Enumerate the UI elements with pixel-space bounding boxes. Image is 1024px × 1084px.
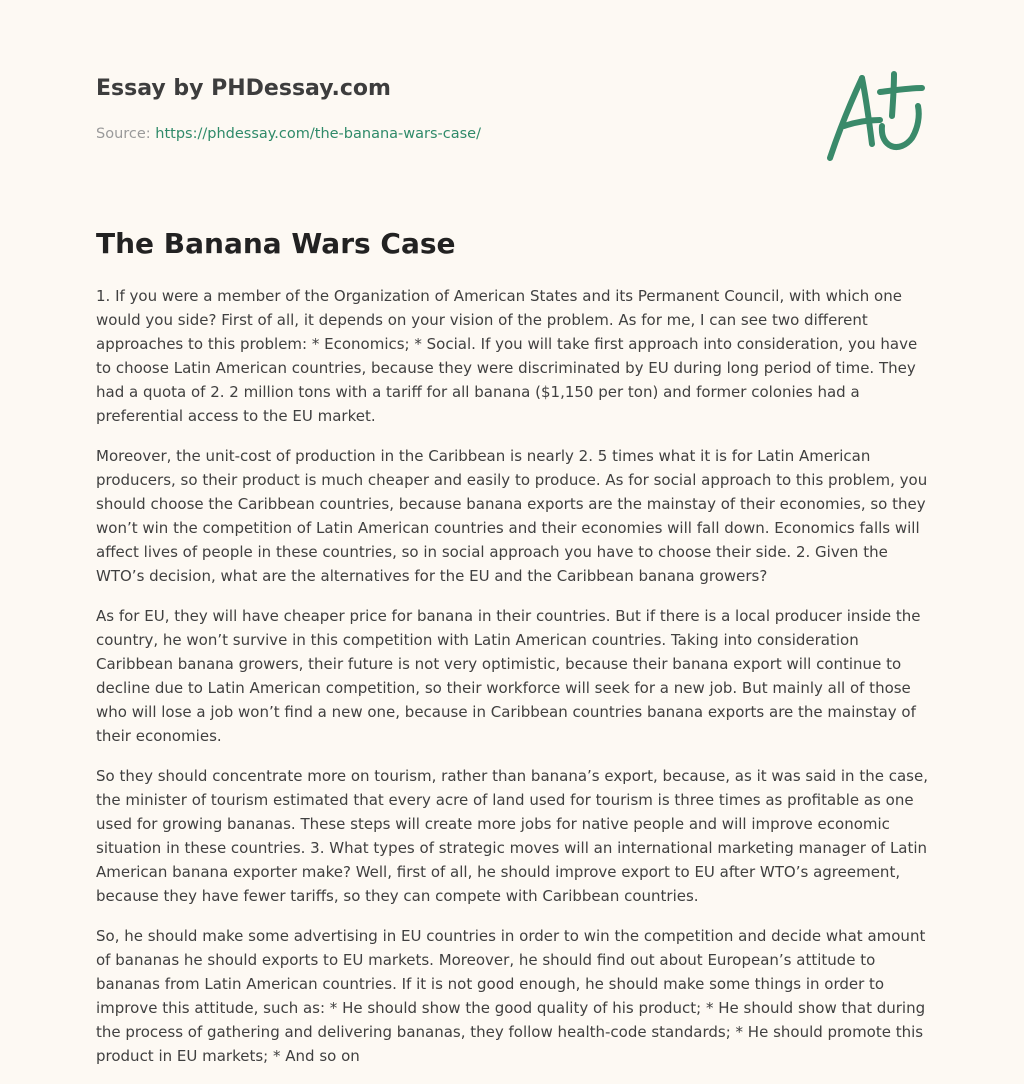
site-title: Essay by PHDessay.com	[96, 76, 391, 101]
source-label: Source:	[96, 126, 156, 142]
a-plus-grade-icon	[822, 68, 930, 164]
essay-body	[96, 284, 932, 1084]
source-line	[96, 124, 796, 144]
page-header	[96, 74, 796, 144]
essay-paragraph: So they should concentrate more on tourism, rather than banana’s export, because, as it was said in the case, the minister of tourism estimated that every acre of land used for tourism is three times as profitable as one used for growing bananas. These steps will create more jobs for native people and will improve economic situation in these countries. 3. What types of strategic moves will an international marketing manager of Latin American banana exporter make? Well, first of all, he should improve export to EU after WTO’s agreement, because they have fewer tariffs, so they can compete with Caribbean countries.	[96, 767, 928, 905]
essay-title: The Banana Wars Case	[96, 227, 456, 260]
essay-paragraph: Moreover, the unit-cost of production in the Caribbean is nearly 2. 5 times what it is for Latin American producers, so their product is much cheaper and easily to produce. As for social approach to this problem, you should choose the Caribbean countries, because banana exports are the mainstay of their economies, so they won’t win the competition of Latin American countries and their economies will fall down. Economics falls will affect lives of people in these countries, so in social approach you have to choose their side. 2. Given the WTO’s decision, what are the alternatives for the EU and the Caribbean banana growers?	[96, 447, 928, 585]
essay-paragraph: As for EU, they will have cheaper price for banana in their countries. But if there is a local producer inside the country, he won’t survive in this competition with Latin American countries. Taking into consideration Caribbean banana growers, their future is not very optimistic, because their banana export will continue to decline due to Latin American competition, so their workforce will seek for a new job. But mainly all of those who will lose a job won’t find a new one, because in Caribbean countries banana exports are the mainstay of their economies.	[96, 607, 921, 745]
essay-paragraph: 1. If you were a member of the Organization of American States and its Permanent Council, with which one would you side? First of all, it depends on your vision of the problem. As for me, I can see two different approaches to this problem: * Economics; * Social. If you will take first approach into consideration, you have to choose Latin American countries, because they were discriminated by EU during long period of time. They had a quota of 2. 2 million tons with a tariff for all banana ($1,150 per ton) and former colonies had a preferential access to the EU market.	[96, 287, 918, 425]
essay-paragraph: So, he should make some advertising in EU countries in order to win the competition and decide what amount of bananas he should exports to EU markets. Moreover, he should find out about European’s attitude to bananas from Latin American countries. If it is not good enough, he should make some things in order to improve this attitude, such as: * He should show the good quality of his product; * He should show that during the process of gathering and delivering bananas, they follow health-code standards; * He should promote this product in EU markets; * And so on	[96, 927, 926, 1065]
source-link[interactable]: https://phdessay.com/the-banana-wars-case/	[155, 126, 481, 142]
